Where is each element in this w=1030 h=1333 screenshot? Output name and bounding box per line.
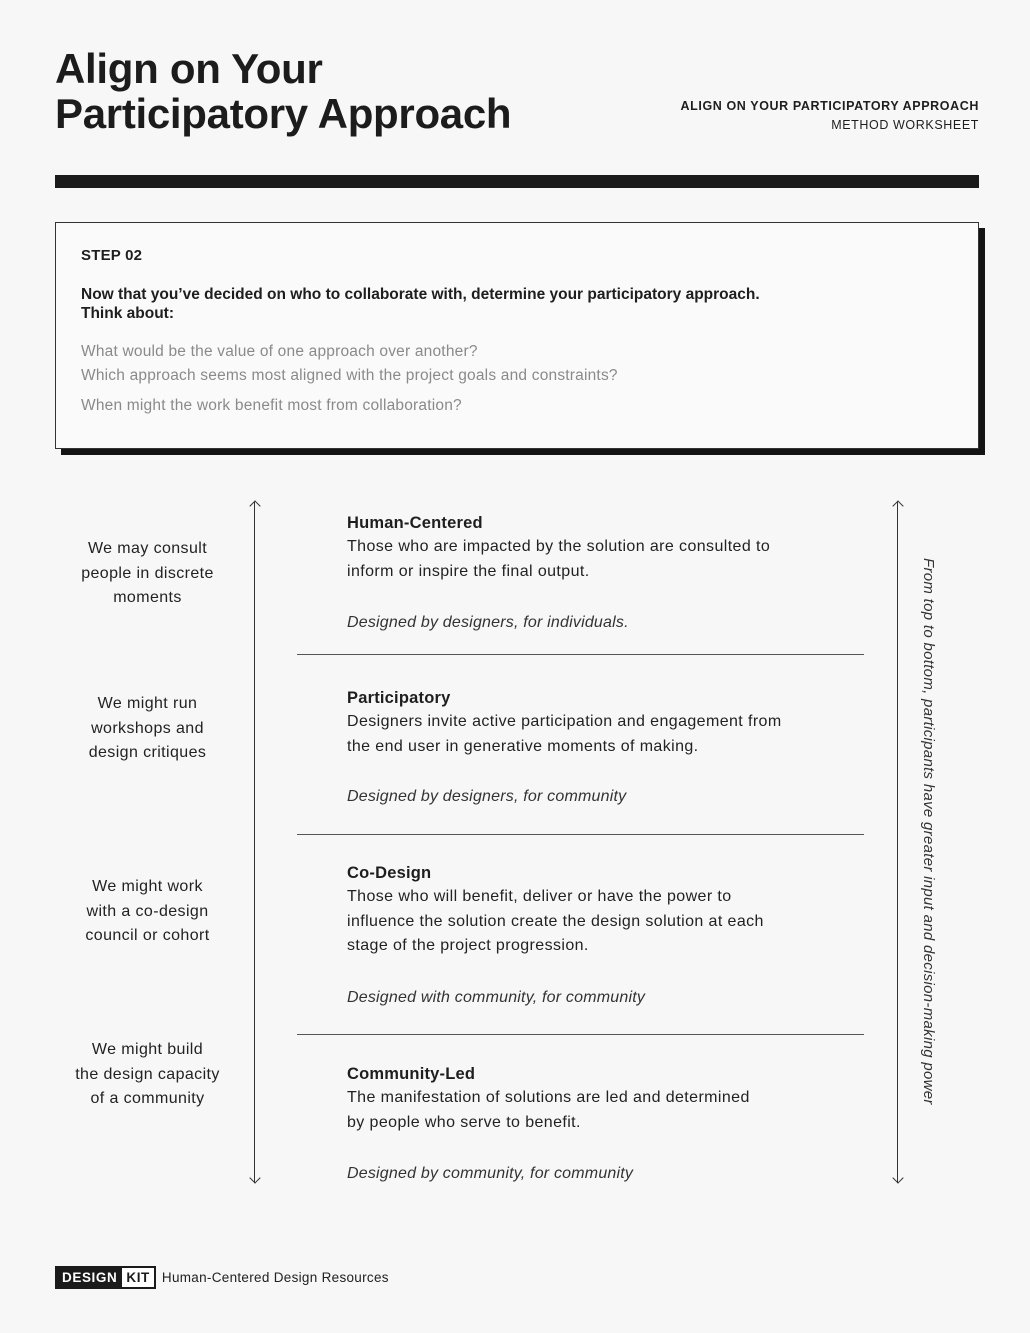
approach-name: Community-Led [347, 1065, 476, 1083]
approach-tagline: Designed by community, for community [347, 1165, 634, 1182]
left-note-line: moments [113, 589, 182, 606]
page-title-line-2: Participatory Approach [55, 90, 512, 137]
left-note-line: workshops and [91, 719, 204, 737]
approach-name: Co-Design [347, 864, 432, 882]
step-label: STEP 02 [81, 247, 143, 264]
approach-description [347, 885, 847, 959]
approach-tagline: Designed by designers, for individuals. [347, 614, 629, 631]
approach-description-line: Those who will benefit, deliver or have the power to [347, 888, 732, 905]
approach-name: Participatory [347, 689, 451, 707]
step-prompt-line-1: Now that you’ve decided on who to collaborate with, determine your participatory approach. [81, 286, 760, 303]
approach-description-line: The manifestation of solutions are led and determined [347, 1089, 750, 1106]
step-box [55, 222, 979, 449]
question-item: Which approach seems most aligned with the project goals and constraints? [81, 367, 618, 384]
left-note-consult [55, 537, 240, 611]
approach-description [347, 535, 847, 584]
left-note-council [55, 875, 240, 949]
vertical-side-note: From top to bottom, participants have greater input and decision-making power [920, 558, 937, 1105]
left-note-line: We might run [97, 695, 198, 712]
right-axis-line [897, 502, 898, 1183]
left-note-line: We might work [92, 878, 203, 895]
left-note-line: We may consult [87, 540, 208, 557]
footer [55, 1266, 389, 1289]
left-axis-up-arrow-icon [249, 500, 260, 511]
approach-description-line: inform or inspire the final output. [347, 562, 590, 580]
left-axis-down-arrow-icon [249, 1172, 260, 1183]
left-note-line: of a community [90, 1090, 205, 1107]
approach-description-line: by people who serve to benefit. [347, 1113, 581, 1131]
approach-human-centered [347, 511, 847, 641]
approach-description [347, 710, 847, 759]
footer-tagline: Human-Centered Design Resources [161, 1270, 389, 1285]
approach-participatory [347, 686, 847, 816]
approach-description-line: Designers invite active participation and engagement from [347, 713, 782, 730]
page-title [55, 46, 511, 136]
approach-description-line: stage of the project progression. [347, 937, 589, 954]
left-note-capacity [55, 1038, 240, 1112]
section-divider [297, 654, 864, 655]
step-prompt-line-2: Think about: [81, 305, 174, 322]
approach-tagline: Designed by designers, for community [347, 788, 627, 805]
question-list [81, 340, 618, 418]
left-axis-line [254, 502, 255, 1183]
approach-community-led [347, 1062, 847, 1192]
approach-description-line: Those who are impacted by the solution are consulted to [347, 538, 771, 555]
left-note-line: council or cohort [85, 927, 210, 944]
question-item: What would be the value of one approach over another? [81, 343, 478, 360]
approach-description-line: the end user in generative moments of making. [347, 737, 699, 755]
design-kit-logo [55, 1266, 156, 1289]
logo-design-text: DESIGN [57, 1268, 122, 1287]
left-note-workshops [55, 692, 240, 766]
right-axis-up-arrow-icon [892, 500, 903, 511]
left-note-line: the design capacity [75, 1065, 220, 1083]
logo-kit-text: KIT [122, 1268, 154, 1287]
left-note-line: with a co-design [86, 902, 209, 920]
approach-name: Human-Centered [347, 514, 483, 532]
worksheet-eyebrow: ALIGN ON YOUR PARTICIPATORY APPROACH [680, 99, 979, 113]
question-item: When might the work benefit most from collaboration? [81, 397, 462, 414]
worksheet-header [681, 97, 979, 135]
step-prompt [81, 285, 861, 323]
approach-description [347, 1086, 847, 1135]
header-rule [55, 175, 979, 188]
left-note-line: We might build [91, 1041, 204, 1058]
left-note-line: people in discrete [81, 564, 214, 582]
worksheet-subtitle: METHOD WORKSHEET [831, 118, 979, 132]
approach-description-line: influence the solution create the design solution at each [347, 912, 764, 930]
approach-co-design [347, 861, 847, 1021]
section-divider [297, 1034, 864, 1035]
page-title-line-1: Align on Your [55, 45, 323, 92]
left-note-line: design critiques [88, 744, 207, 761]
approach-tagline: Designed with community, for community [347, 989, 646, 1006]
section-divider [297, 834, 864, 835]
right-axis-down-arrow-icon [892, 1172, 903, 1183]
